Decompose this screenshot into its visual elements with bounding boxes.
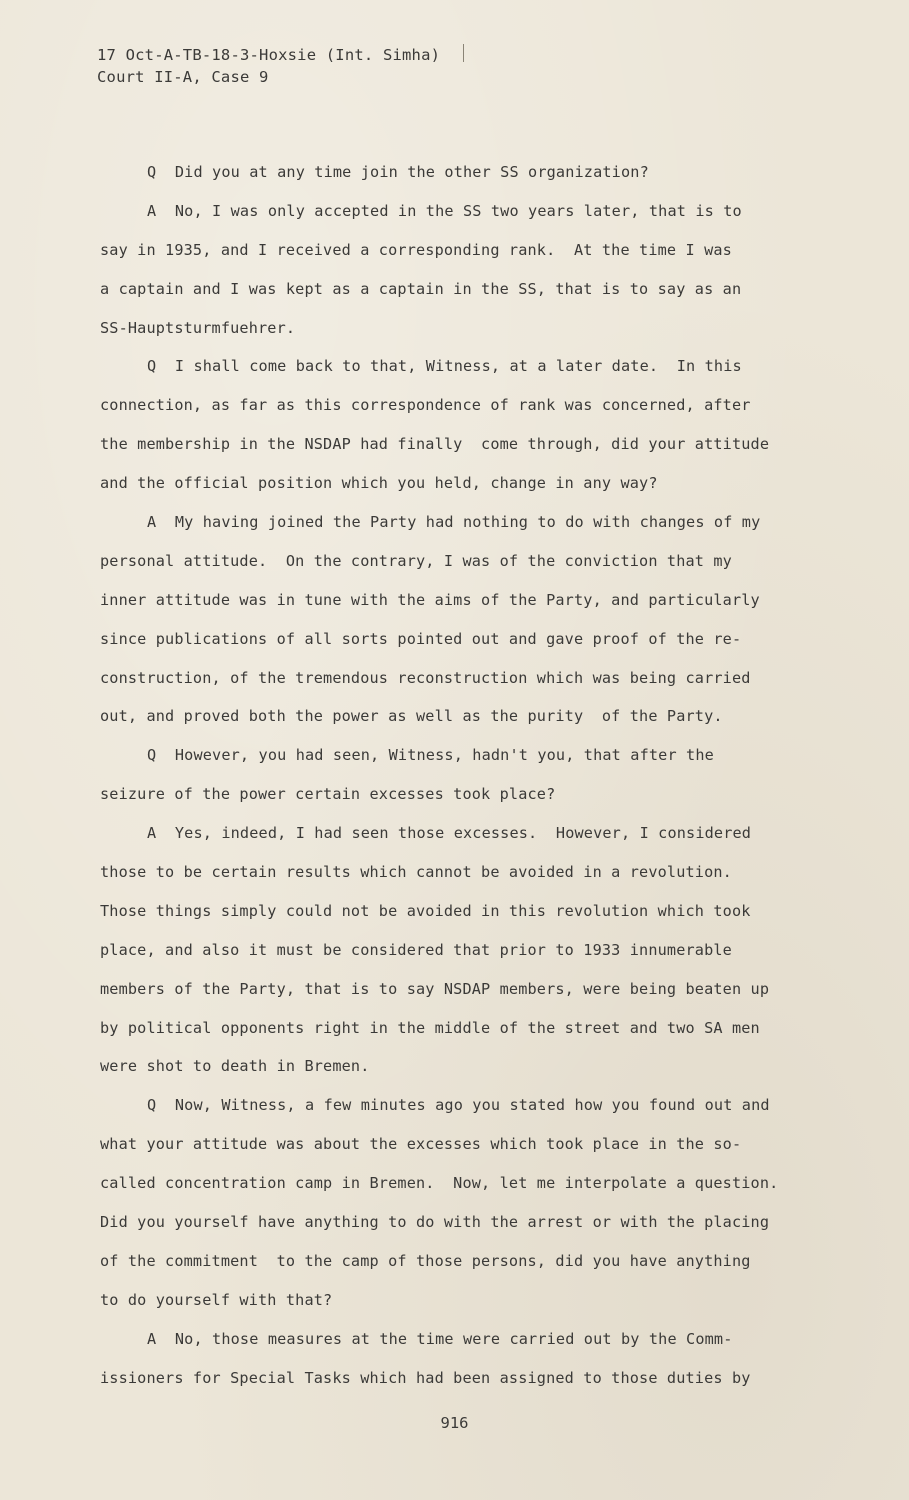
transcript-line: say in 1935, and I received a corresponding rank. At the time I was [100,240,732,259]
page-number: 916 [440,1414,469,1432]
document-header [97,44,440,88]
header-line-2: Court II-A, Case 9 [97,68,269,86]
transcript-line: by political opponents right in the middle of the street and two SA men [100,1018,760,1037]
transcript-line: place, and also it must be considered that prior to 1933 innumerable [100,940,732,959]
transcript-body [100,158,820,1403]
transcript-line: what your attitude was about the excesses which took place in the so- [100,1135,742,1154]
transcript-line: A No, I was only accepted in the SS two years later, that is to [147,201,742,220]
transcript-line: a captain and I was kept as a captain in the SS, that is to say as an [100,279,742,298]
transcript-line: Q However, you had seen, Witness, hadn't you, that after the [147,746,714,765]
transcript-line: A Yes, indeed, I had seen those excesses. However, I considered [147,824,752,843]
transcript-line: Q Now, Witness, a few minutes ago you stated how you found out and [147,1096,770,1115]
transcript-line: seizure of the power certain excesses took place? [100,785,556,804]
transcript-line: A My having joined the Party had nothing to do with changes of my [147,513,761,532]
transcript-line: construction, of the tremendous reconstruction which was being carried [100,668,751,687]
transcript-line: SS-Hauptsturmfuehrer. [100,318,296,337]
transcript-line: those to be certain results which cannot be avoided in a revolution. [100,863,732,882]
transcript-line: since publications of all sorts pointed out and gave proof of the re- [100,629,742,648]
transcript-line: issioners for Special Tasks which had been assigned to those duties by [100,1368,751,1387]
transcript-line: and the official position which you held, change in any way? [100,474,658,493]
transcript-line: members of the Party, that is to say NSDAP members, were being beaten up [100,979,770,998]
transcript-line: were shot to death in Bremen. [100,1057,370,1076]
transcript-line: of the commitment to the camp of those persons, did you have anything [100,1251,751,1270]
transcript-line: out, and proved both the power as well as the purity of the Party. [100,707,723,726]
transcript-line: personal attitude. On the contrary, I was of the conviction that my [100,551,732,570]
transcript-line: Those things simply could not be avoided in this revolution which took [100,901,751,920]
transcript-line: inner attitude was in tune with the aims of the Party, and particularly [100,590,760,609]
transcript-line: Q I shall come back to that, Witness, at a later date. In this [147,357,742,376]
transcript-line: called concentration camp in Bremen. Now, let me interpolate a question. [100,1174,779,1193]
transcript-line: Q Did you at any time join the other SS organization? [147,163,649,181]
header-line-1: 17 Oct-A-TB-18-3-Hoxsie (Int. Simha) [97,46,441,64]
transcript-line: to do yourself with that? [100,1290,333,1309]
transcript-line: A No, those measures at the time were carried out by the Comm- [147,1329,733,1348]
transcript-line: connection, as far as this correspondence of rank was concerned, after [100,396,751,415]
margin-mark [463,44,464,62]
transcript-line: the membership in the NSDAP had finally come through, did your attitude [100,435,770,454]
transcript-line: Did you yourself have anything to do with the arrest or with the placing [100,1213,770,1232]
